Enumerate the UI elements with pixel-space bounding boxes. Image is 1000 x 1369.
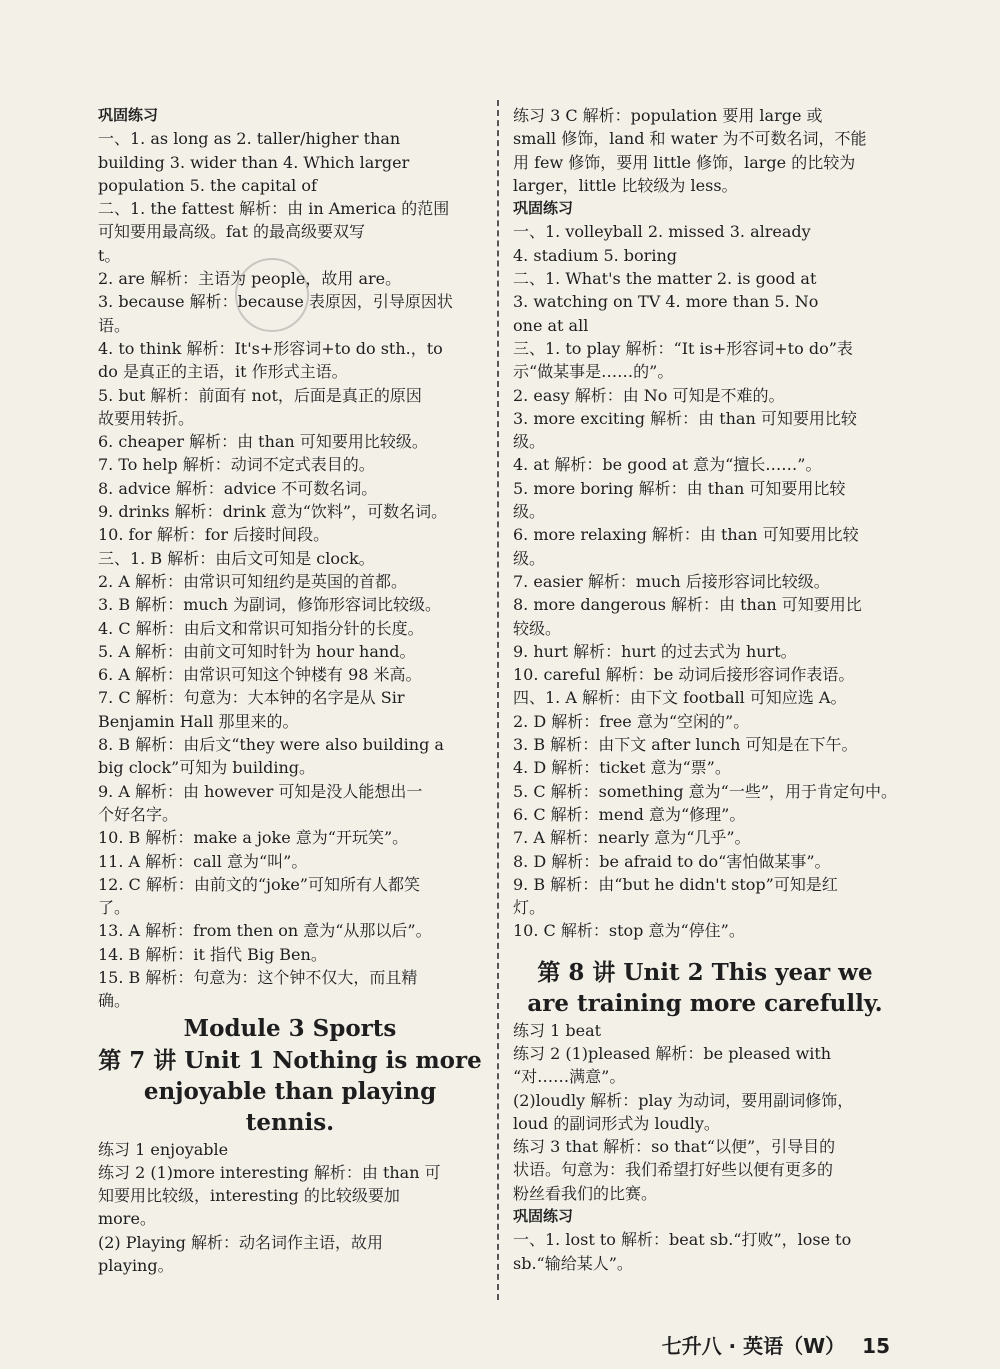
answer-line: 3. B 解析：由下文 after lunch 可知是在下午。	[513, 735, 858, 755]
answer-line: 三、1. to play 解析：“It is+形容词+to do”表	[513, 338, 853, 358]
left-answer-block-2	[98, 1138, 482, 1278]
unit-8-title: 第 8 讲 Unit 2 This year we are training more carefully.	[527, 958, 883, 1017]
answer-line: 9. B 解析：由“but he didn't stop”可知是红	[513, 874, 838, 894]
answer-line: population 5. the capital of	[98, 175, 317, 195]
answer-line: 级。	[513, 502, 546, 522]
answer-line: (2)loudly 解析：play 为动词，要用副词修饰，	[513, 1090, 854, 1110]
answer-line: 4. D 解析：ticket 意为“票”。	[513, 758, 731, 778]
answer-line: 5. C 解析：something 意为“一些”，用于肯定句中。	[513, 781, 898, 801]
answer-line: 粉丝看我们的比赛。	[513, 1183, 658, 1203]
answer-line: one at all	[513, 315, 589, 335]
answer-line: sb.“输给某人”。	[513, 1253, 633, 1273]
answer-line: 2. A 解析：由常识可知纽约是英国的首都。	[98, 571, 407, 591]
answer-line: 级。	[513, 548, 546, 568]
answer-line: 练习 1 enjoyable	[98, 1139, 229, 1159]
answer-line: 2. D 解析：free 意为“空闲的”。	[513, 711, 750, 731]
answer-line: 9. hurt 解析：hurt 的过去式为 hurt。	[513, 641, 797, 661]
answer-line: 10. C 解析：stop 意为“停住”。	[513, 921, 745, 941]
answer-line: 5. A 解析：由前文可知时针为 hour hand。	[98, 641, 416, 661]
answer-line: 10. B 解析：make a joke 意为“开玩笑”。	[98, 828, 409, 848]
answer-line: 7. A 解析：nearly 意为“几乎”。	[513, 828, 751, 848]
answer-line: 灯。	[513, 898, 546, 918]
unit-7-title: 第 7 讲 Unit 1 Nothing is more enjoyable than playing tennis.	[98, 1046, 482, 1136]
answer-line: 7. To help 解析：动词不定式表目的。	[98, 455, 375, 475]
answer-line: more。	[98, 1209, 156, 1229]
left-answer-block-1	[98, 104, 482, 1013]
answer-line: 6. A 解析：由常识可知这个钟楼有 98 米高。	[98, 665, 422, 685]
answer-line: 6. more relaxing 解析：由 than 可知要用比较	[513, 525, 859, 545]
answer-line: 11. A 解析：call 意为“叫”。	[98, 851, 308, 871]
answer-line: 练习 3 C 解析：population 要用 large 或	[513, 106, 823, 125]
answer-line: 可知要用最高级。fat 的最高级要双写	[98, 222, 365, 242]
answer-line: 8. D 解析：be afraid to do“害怕做某事”。	[513, 851, 831, 871]
answer-line: 个好名字。	[98, 804, 179, 824]
answer-line: 9. A 解析：由 however 可知是没人能想出一	[98, 781, 423, 801]
answer-line: 3. watching on TV 4. more than 5. No	[513, 292, 819, 312]
answer-line: 知要用比较级，interesting 的比较级要加	[98, 1186, 400, 1206]
answer-line: 4. at 解析：be good at 意为“擅长……”。	[513, 455, 822, 475]
column-divider	[497, 100, 499, 1300]
footer-title: 七升八 · 英语（W）	[661, 1334, 846, 1358]
answer-line: 4. stadium 5. boring	[513, 245, 677, 265]
answer-line: 10. careful 解析：be 动词后接形容词作表语。	[513, 665, 855, 685]
answer-line: 巩固练习	[98, 106, 159, 124]
answer-line: 较级。	[513, 618, 562, 638]
right-answer-block-2	[513, 1019, 897, 1275]
answer-line: 巩固练习	[513, 199, 574, 218]
answer-line: loud 的副词形式为 loudly。	[513, 1113, 720, 1133]
answer-line: larger，little 比较级为 less。	[513, 175, 738, 195]
right-answer-block-1	[513, 104, 897, 943]
answer-line: 3. more exciting 解析：由 than 可知要用比较	[513, 408, 857, 428]
answer-line: 巩固练习	[513, 1207, 574, 1226]
answer-line: 10. for 解析：for 后接时间段。	[98, 525, 330, 545]
answer-line: 7. C 解析：句意为：大本钟的名字是从 Sir	[98, 688, 405, 708]
answer-line: playing。	[98, 1256, 174, 1276]
answer-line: 状语。句意为：我们希望打好些以便有更多的	[513, 1160, 834, 1180]
answer-line: 2. easy 解析：由 No 可知是不难的。	[513, 385, 785, 405]
answer-line: 语。	[98, 315, 131, 335]
answer-line: 练习 1 beat	[513, 1020, 602, 1040]
answer-line: 12. C 解析：由前文的“joke”可知所有人都笑	[98, 874, 420, 894]
page-number: 15	[862, 1334, 890, 1358]
answer-line: 13. A 解析：from then on 意为“从那以后”。	[98, 921, 432, 941]
answer-line: big clock”可知为 building。	[98, 758, 316, 778]
answer-line: 8. advice 解析：advice 不可数名词。	[98, 478, 378, 498]
answer-line: small 修饰，land 和 water 为不可数名词，不能	[513, 129, 867, 149]
answer-line: Benjamin Hall 那里来的。	[98, 711, 299, 731]
answer-line: 四、1. A 解析：由下文 football 可知应选 A。	[513, 688, 847, 708]
answer-line: 练习 3 that 解析：so that“以便”，引导目的	[513, 1137, 836, 1157]
answer-line: 3. B 解析：much 为副词，修饰形容词比较级。	[98, 595, 442, 615]
answer-line: 练习 2 (1)more interesting 解析：由 than 可	[98, 1162, 441, 1182]
answer-line: do 是真正的主语，it 作形式主语。	[98, 362, 348, 382]
answer-line: 2. are 解析：主语为 people，故用 are。	[98, 269, 402, 289]
answer-line: 9. drinks 解析：drink 意为“饮料”，可数名词。	[98, 502, 448, 522]
answer-line: 3. because 解析：because 表原因，引导原因状	[98, 292, 453, 312]
answer-line: t。	[98, 245, 121, 265]
answer-line: 一、1. lost to 解析：beat sb.“打败”，lose to	[513, 1230, 852, 1250]
answer-line: “对……满意”。	[513, 1067, 626, 1087]
answer-line: 5. more boring 解析：由 than 可知要用比较	[513, 478, 846, 498]
answer-line: (2) Playing 解析：动名词作主语，故用	[98, 1232, 383, 1252]
module-title: Module 3 Sports	[183, 1014, 397, 1042]
answer-line: 了。	[98, 898, 131, 918]
answer-line: building 3. wider than 4. Which larger	[98, 152, 410, 172]
answer-line: 示“做某事是……的”。	[513, 362, 674, 382]
answer-line: 二、1. What's the matter 2. is good at	[513, 269, 817, 289]
answer-line: 6. cheaper 解析：由 than 可知要用比较级。	[98, 432, 428, 452]
answer-line: 8. B 解析：由后文“they were also building a	[98, 735, 444, 755]
answer-line: 三、1. B 解析：由后文可知是 clock。	[98, 548, 375, 568]
answer-line: 级。	[513, 432, 546, 452]
answer-line: 一、1. as long as 2. taller/higher than	[98, 129, 401, 149]
answer-line: 用 few 修饰，要用 little 修饰，large 的比较为	[513, 152, 856, 172]
answer-line: 7. easier 解析：much 后接形容词比较级。	[513, 571, 830, 591]
answer-line: 5. but 解析：前面有 not，后面是真正的原因	[98, 385, 422, 405]
answer-line: 15. B 解析：句意为：这个钟不仅大，而且精	[98, 967, 418, 987]
answer-line: 确。	[98, 991, 131, 1011]
right-column	[513, 104, 897, 1275]
answer-line: 8. more dangerous 解析：由 than 可知要用比	[513, 595, 862, 615]
page-footer	[662, 1330, 890, 1359]
answer-line: 4. to think 解析：It's+形容词+to do sth.，to	[98, 338, 443, 358]
answer-line: 6. C 解析：mend 意为“修理”。	[513, 804, 746, 824]
answer-line: 一、1. volleyball 2. missed 3. already	[513, 222, 811, 242]
left-column	[98, 104, 482, 1277]
answer-line: 14. B 解析：it 指代 Big Ben。	[98, 944, 327, 964]
answer-line: 练习 2 (1)pleased 解析：be pleased with	[513, 1043, 832, 1063]
answer-line: 4. C 解析：由后文和常识可知指分针的长度。	[98, 618, 424, 638]
answer-line: 二、1. the fattest 解析：由 in America 的范围	[98, 199, 450, 219]
answer-line: 故要用转折。	[98, 408, 195, 428]
